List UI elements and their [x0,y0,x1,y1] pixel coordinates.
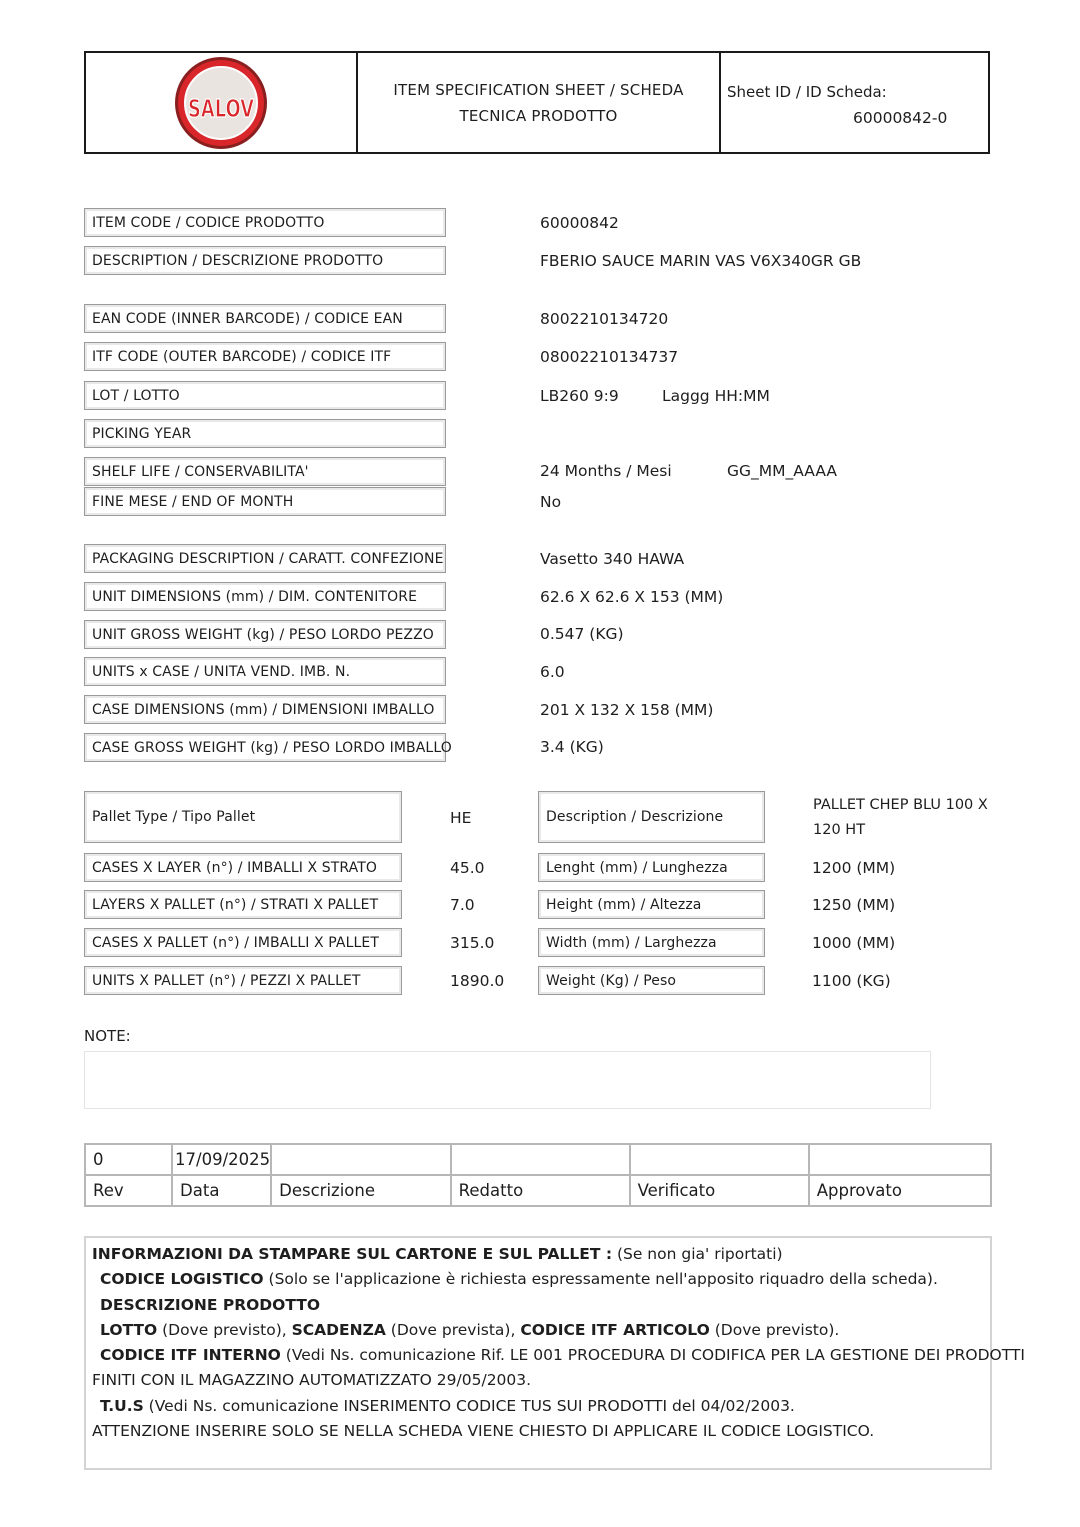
unit-dimensions-label: UNIT DIMENSIONS (mm) / DIM. CONTENITORE [84,582,446,611]
revision-description [271,1144,451,1175]
info-expiry-note: (Dove prevista), [385,1320,521,1339]
note-label: NOTE: [84,1027,131,1045]
revision-header-approvato: Approvato [809,1175,991,1206]
end-of-month-value: No [540,493,562,511]
note-box [84,1051,931,1109]
info-itf-internal: CODICE ITF INTERNO [100,1346,281,1365]
revision-table [84,1143,992,1207]
pallet-type-value: HE [450,809,472,827]
logo-text: SALOV [188,93,255,123]
info-tus-note: (Vedi Ns. comunicazione INSERIMENTO CODICE TUS SUI PRODOTTI del 04/02/2003. [143,1396,795,1415]
pallet-width-value: 1000 (MM) [812,934,896,952]
info-line-1 [92,1242,984,1267]
picking-year-label: PICKING YEAR [84,419,446,448]
pallet-length-label: Lenght (mm) / Lunghezza [538,853,765,882]
case-weight-value: 3.4 (KG) [540,738,604,756]
pallet-length-value: 1200 (MM) [812,859,896,877]
info-line-7 [92,1394,984,1419]
revision-number: 0 [85,1144,172,1175]
info-line-4 [92,1318,984,1343]
units-per-pallet-label: UNITS X PALLET (n°) / PEZZI X PALLET [84,966,402,995]
info-line-6: FINITI CON IL MAGAZZINO AUTOMATIZZATO 29/05/2003. [92,1371,532,1390]
shelf-life-label: SHELF LIFE / CONSERVABILITA' [84,457,446,486]
case-weight-label: CASE GROSS WEIGHT (kg) / PESO LORDO IMBALLO [84,733,446,762]
info-heading: INFORMAZIONI DA STAMPARE SUL CARTONE E SUL PALLET : [92,1245,613,1263]
unit-dimensions-value: 62.6 X 62.6 X 153 (MM) [540,588,724,606]
description-value: FBERIO SAUCE MARIN VAS V6X340GR GB [540,252,862,270]
pallet-width-label: Width (mm) / Larghezza [538,928,765,957]
lot-label: LOT / LOTTO [84,381,446,410]
units-per-case-value: 6.0 [540,663,565,681]
revision-header-verificato: Verificato [630,1175,809,1206]
revision-prepared-by [451,1144,630,1175]
itf-code-label: ITF CODE (OUTER BARCODE) / CODICE ITF [84,342,446,371]
info-logistic-code: CODICE LOGISTICO [100,1270,264,1289]
pallet-type-label: Pallet Type / Tipo Pallet [84,791,402,843]
end-of-month-label: FINE MESE / END OF MONTH [84,487,446,516]
info-product-description: DESCRIZIONE PRODOTTO [100,1295,321,1314]
revision-header-rev: Rev [85,1175,172,1206]
info-tus: T.U.S [100,1396,144,1415]
sheet-id-cell [721,53,988,152]
info-expiry: SCADENZA [291,1320,386,1339]
sheet-title [358,53,721,152]
ean-code-label: EAN CODE (INNER BARCODE) / CODICE EAN [84,304,446,333]
cases-per-pallet-label: CASES X PALLET (n°) / IMBALLI X PALLET [84,928,402,957]
pallet-description-label: Description / Descrizione [538,791,765,843]
info-logistic-code-note: (Solo se l'applicazione è richiesta espressamente nell'apposito riquadro della scheda). [263,1270,938,1289]
cases-per-pallet-value: 315.0 [450,934,495,952]
info-line-5 [92,1343,1025,1368]
sheet-id-label: Sheet ID / ID Scheda: [727,83,887,101]
revision-header-row [85,1175,991,1206]
pallet-weight-label: Weight (Kg) / Peso [538,966,765,995]
revision-date: 17/09/2025 [172,1144,271,1175]
shelf-life-value: 24 Months / Mesi [540,462,672,480]
revision-approved-by [809,1144,991,1175]
description-label: DESCRIPTION / DESCRIZIONE PRODOTTO [84,246,446,275]
unit-weight-label: UNIT GROSS WEIGHT (kg) / PESO LORDO PEZZO [84,620,446,649]
pallet-description-value [813,793,988,843]
info-itf-article: CODICE ITF ARTICOLO [520,1320,710,1339]
ean-code-value: 8002210134720 [540,310,669,328]
cases-per-layer-value: 45.0 [450,859,485,877]
itf-code-value: 08002210134737 [540,348,679,366]
layers-per-pallet-label: LAYERS X PALLET (n°) / STRATI X PALLET [84,890,402,919]
revision-values-row [85,1144,991,1175]
title-line-2: TECNICA PRODOTTO [459,106,618,125]
lot-value: LB260 9:9 [540,387,619,405]
shelf-life-format: GG_MM_AAAA [727,462,837,480]
title-line-1: ITEM SPECIFICATION SHEET / SCHEDA [393,80,684,99]
pallet-weight-value: 1100 (KG) [812,972,891,990]
cases-per-layer-label: CASES X LAYER (n°) / IMBALLI X STRATO [84,853,402,882]
info-line-2 [92,1267,984,1292]
item-code-label: ITEM CODE / CODICE PRODOTTO [84,208,446,237]
pallet-description-line-2: 120 HT [813,822,866,838]
pallet-height-value: 1250 (MM) [812,896,896,914]
revision-header-redatto: Redatto [451,1175,630,1206]
info-line-3 [92,1293,984,1318]
layers-per-pallet-value: 7.0 [450,896,475,914]
case-dimensions-value: 201 X 132 X 158 (MM) [540,701,714,719]
pallet-height-label: Height (mm) / Altezza [538,890,765,919]
printing-info-box [84,1236,1025,1470]
logo-cell [86,53,358,152]
pallet-description-line-1: PALLET CHEP BLU 100 X [813,797,988,813]
salov-logo [173,55,269,151]
units-per-pallet-value: 1890.0 [450,972,505,990]
units-per-case-label: UNITS x CASE / UNITA VEND. IMB. N. [84,657,446,686]
info-itf-internal-note: (Vedi Ns. comunicazione Rif. LE 001 PROCEDURA DI CODIFICA PER LA GESTIONE DEI PRODOTTI [280,1346,1025,1365]
item-code-value: 60000842 [540,214,619,232]
packaging-label: PACKAGING DESCRIPTION / CARATT. CONFEZIONE [84,544,446,573]
lot-format: Laggg HH:MM [662,387,770,405]
revision-header-data: Data [172,1175,271,1206]
info-line-8: ATTENZIONE INSERIRE SOLO SE NELLA SCHEDA VIENE CHIESTO DI APPLICARE IL CODICE LOGISTICO. [92,1422,875,1441]
case-dimensions-label: CASE DIMENSIONS (mm) / DIMENSIONI IMBALLO [84,695,446,724]
packaging-value: Vasetto 340 HAWA [540,550,685,568]
sheet-header [84,51,990,154]
unit-weight-value: 0.547 (KG) [540,625,624,643]
revision-verified-by [630,1144,809,1175]
revision-header-descrizione: Descrizione [271,1175,451,1206]
info-lot: LOTTO [100,1320,158,1339]
info-itf-article-note: (Dove previsto). [709,1320,840,1339]
info-heading-note: (Se non gia' riportati) [612,1245,783,1263]
info-lot-note: (Dove previsto), [157,1320,292,1339]
sheet-id-value: 60000842-0 [853,109,948,127]
